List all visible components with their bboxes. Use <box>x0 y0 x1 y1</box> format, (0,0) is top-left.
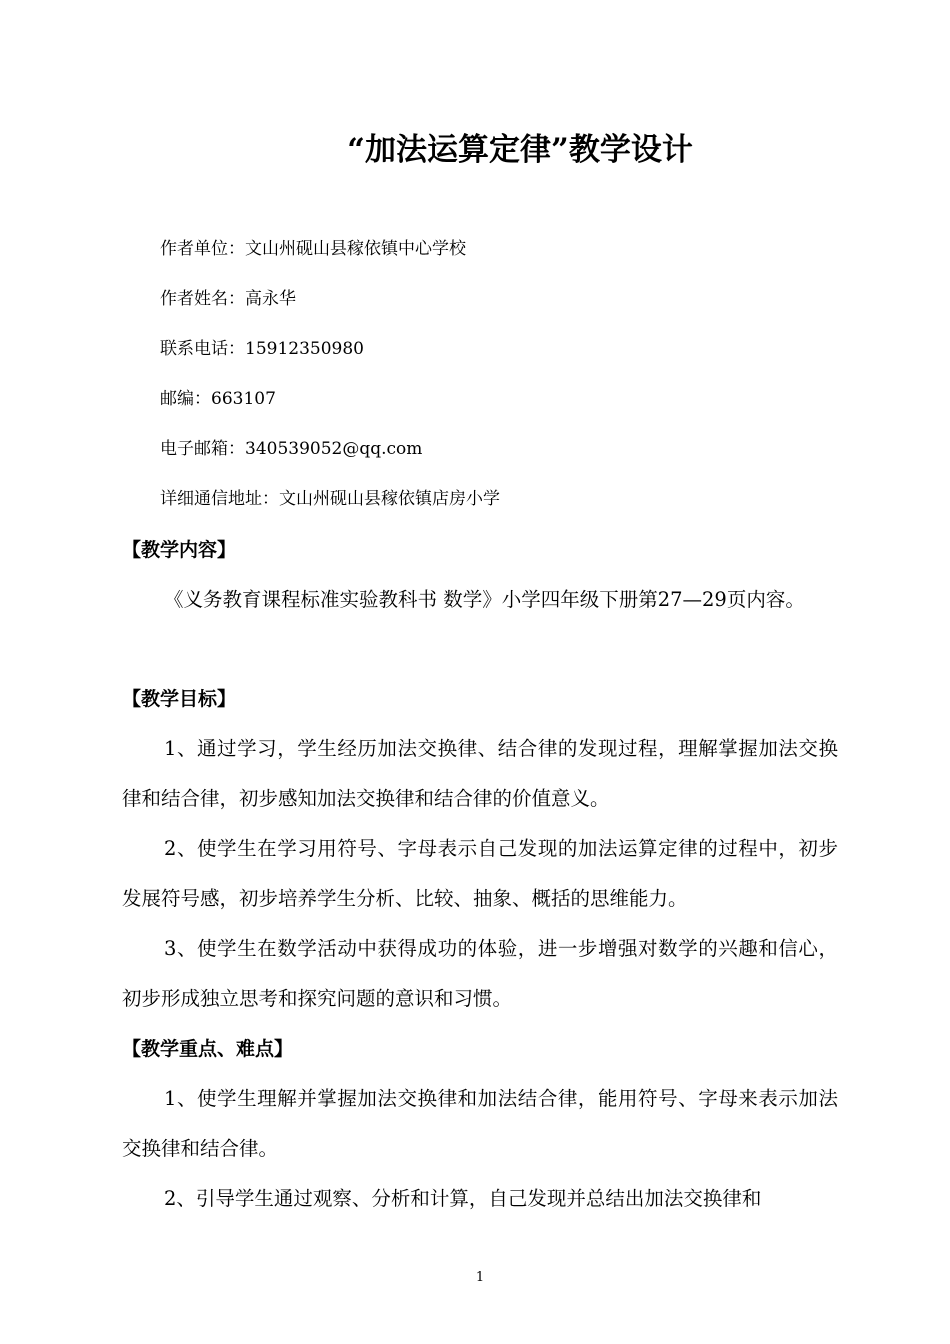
heading-teaching-objectives: 【教学目标】 <box>122 688 237 710</box>
email: 电子邮箱：340539052@qq.com <box>160 439 423 459</box>
page-number: 1 <box>475 1270 485 1285</box>
paragraph-key-point-1: 1、使学生理解并掌握加法交换律和加法结合律，能用符号、字母来表示加法交换律和结合律。 <box>122 1087 838 1160</box>
paragraph-teaching-content: 《义务教育课程标准实验教科书 数学》小学四年级下册第27—29页内容。 <box>164 588 805 611</box>
contact-phone: 联系电话：15912350980 <box>160 339 364 359</box>
heading-teaching-content: 【教学内容】 <box>122 539 237 561</box>
paragraph-objective-2: 2、使学生在学习用符号、字母表示自己发现的加法运算定律的过程中，初步发展符号感，初步培养学生分析、比较、抽象、概括的思维能力。 <box>122 837 838 910</box>
author-unit: 作者单位：文山州砚山县稼依镇中心学校 <box>160 239 466 259</box>
document-title: “加法运算定律”教学设计 <box>347 132 693 168</box>
paragraph-objective-1: 1、通过学习，学生经历加法交换律、结合律的发现过程，理解掌握加法交换律和结合律，初步感知加法交换律和结合律的价值意义。 <box>122 737 838 810</box>
author-name: 作者姓名：高永华 <box>160 289 296 309</box>
mailing-address: 详细通信地址：文山州砚山县稼依镇店房小学 <box>160 489 500 509</box>
postal-code: 邮编：663107 <box>160 389 276 409</box>
paragraph-key-point-2: 2、引导学生通过观察、分析和计算，自己发现并总结出加法交换律和 <box>164 1187 762 1210</box>
heading-key-points: 【教学重点、难点】 <box>122 1038 294 1060</box>
paragraph-objective-3: 3、使学生在数学活动中获得成功的体验，进一步增强对数学的兴趣和信心，初步形成独立思考和探究问题的意识和习惯。 <box>122 937 838 1010</box>
